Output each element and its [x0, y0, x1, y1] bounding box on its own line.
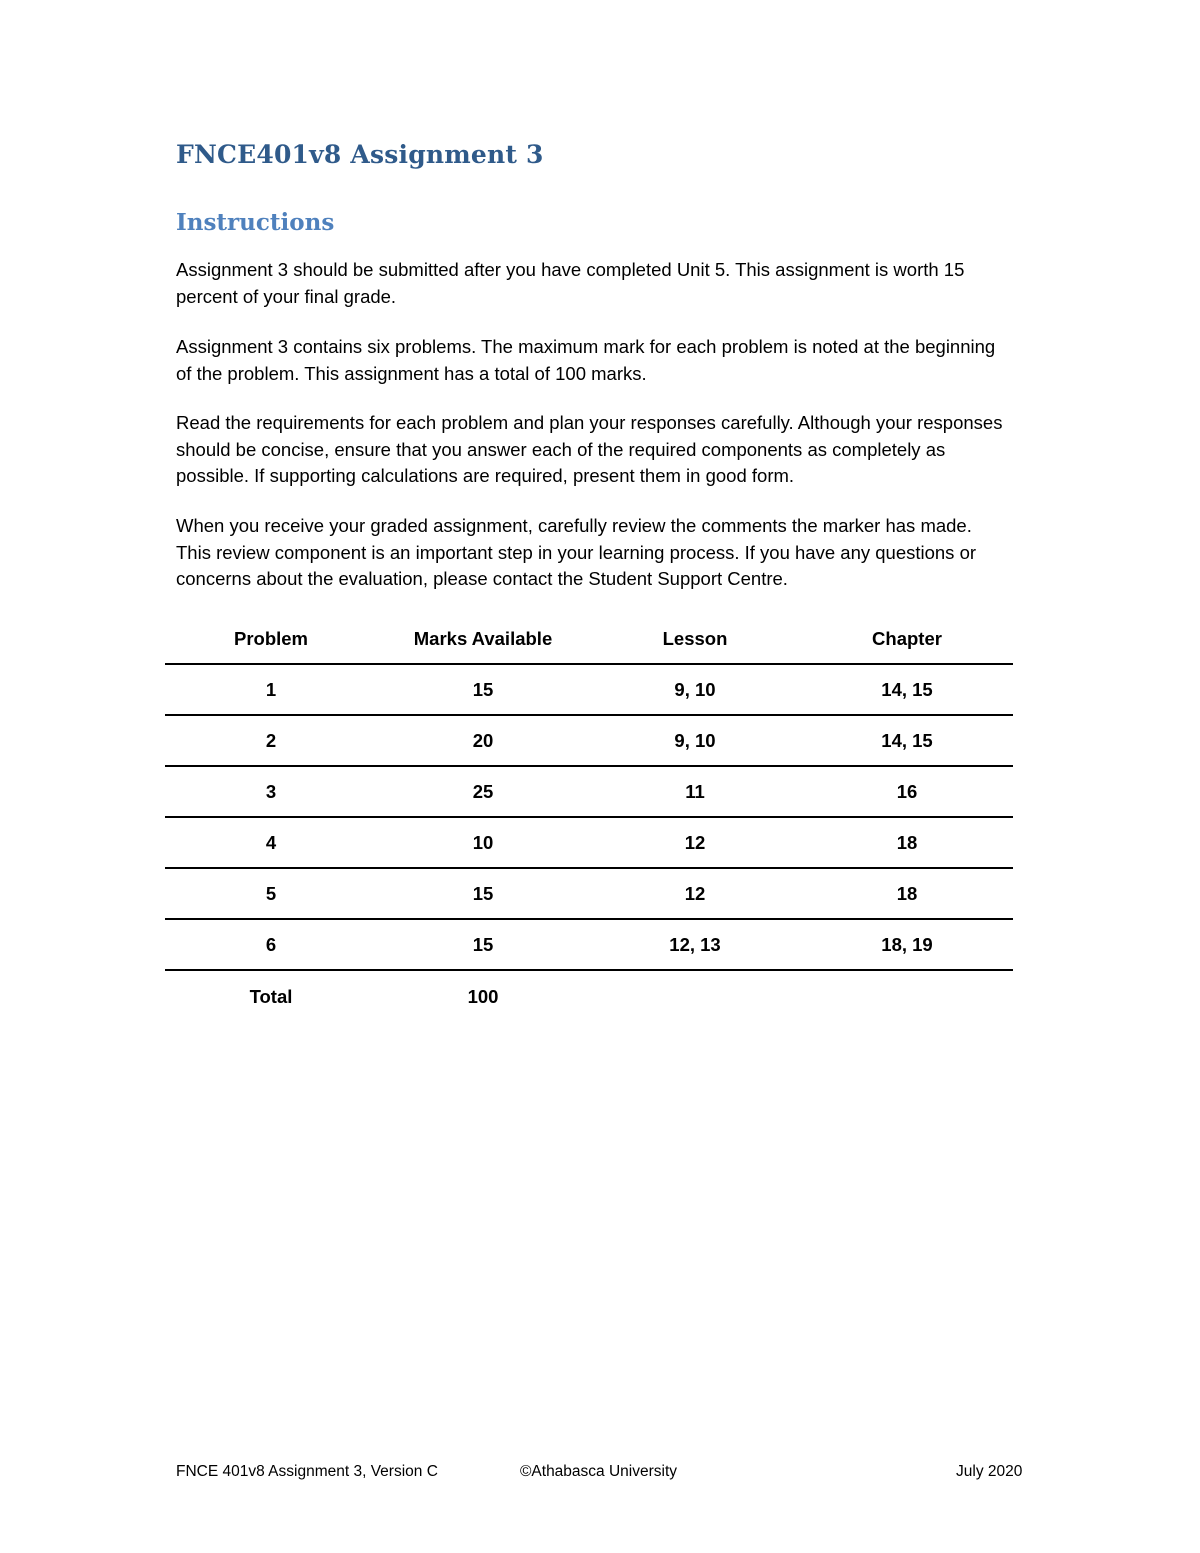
table-row	[165, 766, 1013, 817]
cell-lesson: 12, 13	[589, 919, 801, 970]
footer-copyright: ©Athabasca University	[520, 1463, 678, 1480]
cell-lesson: 12	[589, 817, 801, 868]
table-row	[165, 664, 1013, 715]
cell-chapter: 18	[801, 868, 1013, 919]
table-row	[165, 817, 1013, 868]
cell-problem: 4	[165, 817, 377, 868]
cell-marks: 15	[377, 868, 589, 919]
total-label: Total	[249, 985, 293, 1007]
cell-marks: 20	[377, 715, 589, 766]
cell-problem: 1	[165, 664, 377, 715]
empty-cell	[589, 970, 801, 1022]
column-header-problem: Problem	[165, 614, 377, 664]
cell-problem: 3	[165, 766, 377, 817]
cell-marks: 10	[377, 817, 589, 868]
cell-marks: 15	[377, 664, 589, 715]
table-row	[165, 715, 1013, 766]
cell-chapter: 14, 15	[801, 715, 1013, 766]
cell-lesson: 12	[589, 868, 801, 919]
cell-chapter: 18, 19	[801, 919, 1013, 970]
cell-lesson: 11	[589, 766, 801, 817]
empty-cell	[801, 970, 1013, 1022]
table-total-row	[165, 970, 1013, 1022]
footer-document-version: FNCE 401v8 Assignment 3, Version C	[176, 1463, 438, 1480]
total-marks: 100	[467, 985, 499, 1007]
cell-problem: 2	[165, 715, 377, 766]
section-heading-instructions: Instructions	[176, 209, 335, 236]
cell-problem: 6	[165, 919, 377, 970]
cell-chapter: 18	[801, 817, 1013, 868]
cell-lesson: 9, 10	[589, 715, 801, 766]
cell-problem: 5	[165, 868, 377, 919]
table-row	[165, 868, 1013, 919]
column-header-chapter: Chapter	[801, 614, 1013, 664]
column-header-marks: Marks Available	[377, 614, 589, 664]
footer-date: July 2020	[956, 1463, 1023, 1480]
instruction-paragraph: Read the requirements for each problem and plan your responses carefully. Although your responses should be concise, ensure that you answer each of the required components as completely as possible. If supporting calculations are required, present them in good form.	[176, 412, 1003, 486]
marks-table	[165, 614, 1013, 1022]
table-header-row	[165, 614, 1013, 664]
cell-chapter: 16	[801, 766, 1013, 817]
instruction-paragraph: Assignment 3 should be submitted after you have completed Unit 5. This assignment is worth 15 percent of your final grade.	[176, 259, 965, 307]
table-row	[165, 919, 1013, 970]
column-header-lesson: Lesson	[589, 614, 801, 664]
instruction-paragraph: Assignment 3 contains six problems. The maximum mark for each problem is noted at the beginning of the problem. This assignment has a total of 100 marks.	[176, 336, 996, 384]
instruction-paragraph: When you receive your graded assignment, carefully review the comments the marker has made. This review component is an important step in your learning process. If you have any questions or concerns about the evaluation, please contact the Student Support Centre.	[176, 515, 977, 589]
cell-marks: 25	[377, 766, 589, 817]
cell-marks: 15	[377, 919, 589, 970]
cell-chapter: 14, 15	[801, 664, 1013, 715]
cell-lesson: 9, 10	[589, 664, 801, 715]
document-title: FNCE401v8 Assignment 3	[176, 140, 544, 169]
